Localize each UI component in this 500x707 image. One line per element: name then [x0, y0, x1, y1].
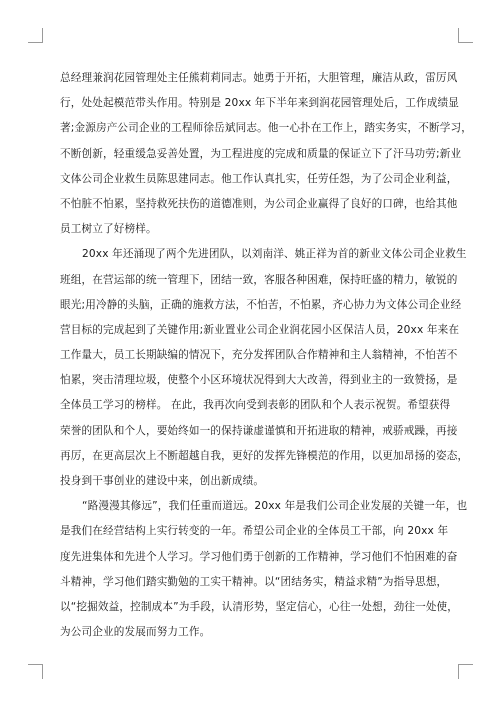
text-line: 是我们在经营结构上实行转变的一年。希望公司企业的全体员工干部，向 20xx 年	[60, 525, 449, 538]
crop-mark-top-right	[458, 28, 473, 43]
crop-mark-bottom-left	[28, 664, 43, 679]
text-line: 为公司企业的发展而努力工作。	[60, 626, 211, 639]
text-line: 文体公司企业救生员陈思建同志。他工作认真扎实，任劳任怨，为了公司企业利益，	[60, 172, 458, 185]
paragraph-advanced-teams	[60, 242, 469, 494]
text-line: 全体员工学习的榜样。 在此，我再次向受到表彰的团队和个人表示祝贺。希望获得	[60, 399, 451, 412]
text-line: 荣誉的团队和个人，要始终如一的保持谦虚谨慎和开拓进取的精神，戒骄戒躁，再接	[60, 424, 458, 437]
text-line: 工作量大，员工长期缺编的情况下，充分发挥团队合作精神和主人翁精神，不怕苦不	[60, 349, 458, 362]
document-body	[60, 66, 472, 645]
text-line: 不断创新，轻重缓急妥善处置，为工程进度的完成和质量的保证立下了汗马功劳;新业	[60, 147, 462, 160]
text-line: 员工树立了好榜样。	[60, 223, 157, 236]
text-line: 总经理兼润花园管理处主任熊莉莉同志。她勇于开拓，大胆管理，廉洁从政，雷厉风	[60, 72, 458, 84]
text-line: 20xx 年还涌现了两个先进团队，以刘南洋、姚正祥为首的新业文体公司企业救生	[82, 248, 467, 261]
paragraph-commendations	[60, 66, 472, 242]
text-line: 眼光;用冷静的头脑，正确的施救方法，不怕苦，不怕累，齐心协力为文体公司企业经	[60, 298, 462, 311]
text-line: 斗精神，学习他们踏实勤勉的工实干精神。以“团结务实，精益求精”为指导思想，	[60, 575, 448, 588]
text-line: 营目标的完成起到了关键作用;新业置业公司企业润花园小区保洁人员，20xx 年来在	[60, 323, 460, 336]
paragraph-long-road	[60, 494, 468, 645]
text-line: 怕累，突击清理垃圾，使整个小区环境状况得到大大改善，得到业主的一致赞扬，是	[60, 374, 458, 387]
text-line: 度先进集体和先进个人学习。学习他们勇于创新的工作精神，学习他们不怕困难的奋	[60, 550, 458, 563]
text-line: 行，处处起模范带头作用。特别是 20xx 年下半年来到润花园管理处后，工作成绩显	[60, 97, 459, 110]
crop-mark-top-left	[28, 28, 43, 43]
text-line: 以“挖掘效益，控制成本”为手段，认清形势，坚定信心，心往一处想，劲往一处使，	[60, 600, 459, 613]
text-line: “路漫漫其修远”，我们任重而道远。20xx 年是我们公司企业发展的关键一年，也	[82, 500, 468, 513]
text-line: 班组，在营运部的统一管理下，团结一致，客服各种困难，保持旺盛的精力，敏锐的	[60, 273, 458, 286]
text-line: 著;金源房产公司企业的工程师徐岳斌同志。他一心扑在工作上，踏实务实，不断学习，	[60, 122, 472, 135]
text-line: 投身到干事创业的建设中来，创出新成绩。	[60, 475, 265, 487]
text-line: 再厉，在更高层次上不断超越自我，更好的发挥先锋模范的作用，以更加昂扬的姿态，	[60, 449, 469, 462]
crop-mark-bottom-right	[458, 664, 473, 679]
text-line: 不怕脏不怕累，坚持救死扶伤的道德准则，为公司企业赢得了良好的口碑，也给其他	[60, 197, 458, 210]
